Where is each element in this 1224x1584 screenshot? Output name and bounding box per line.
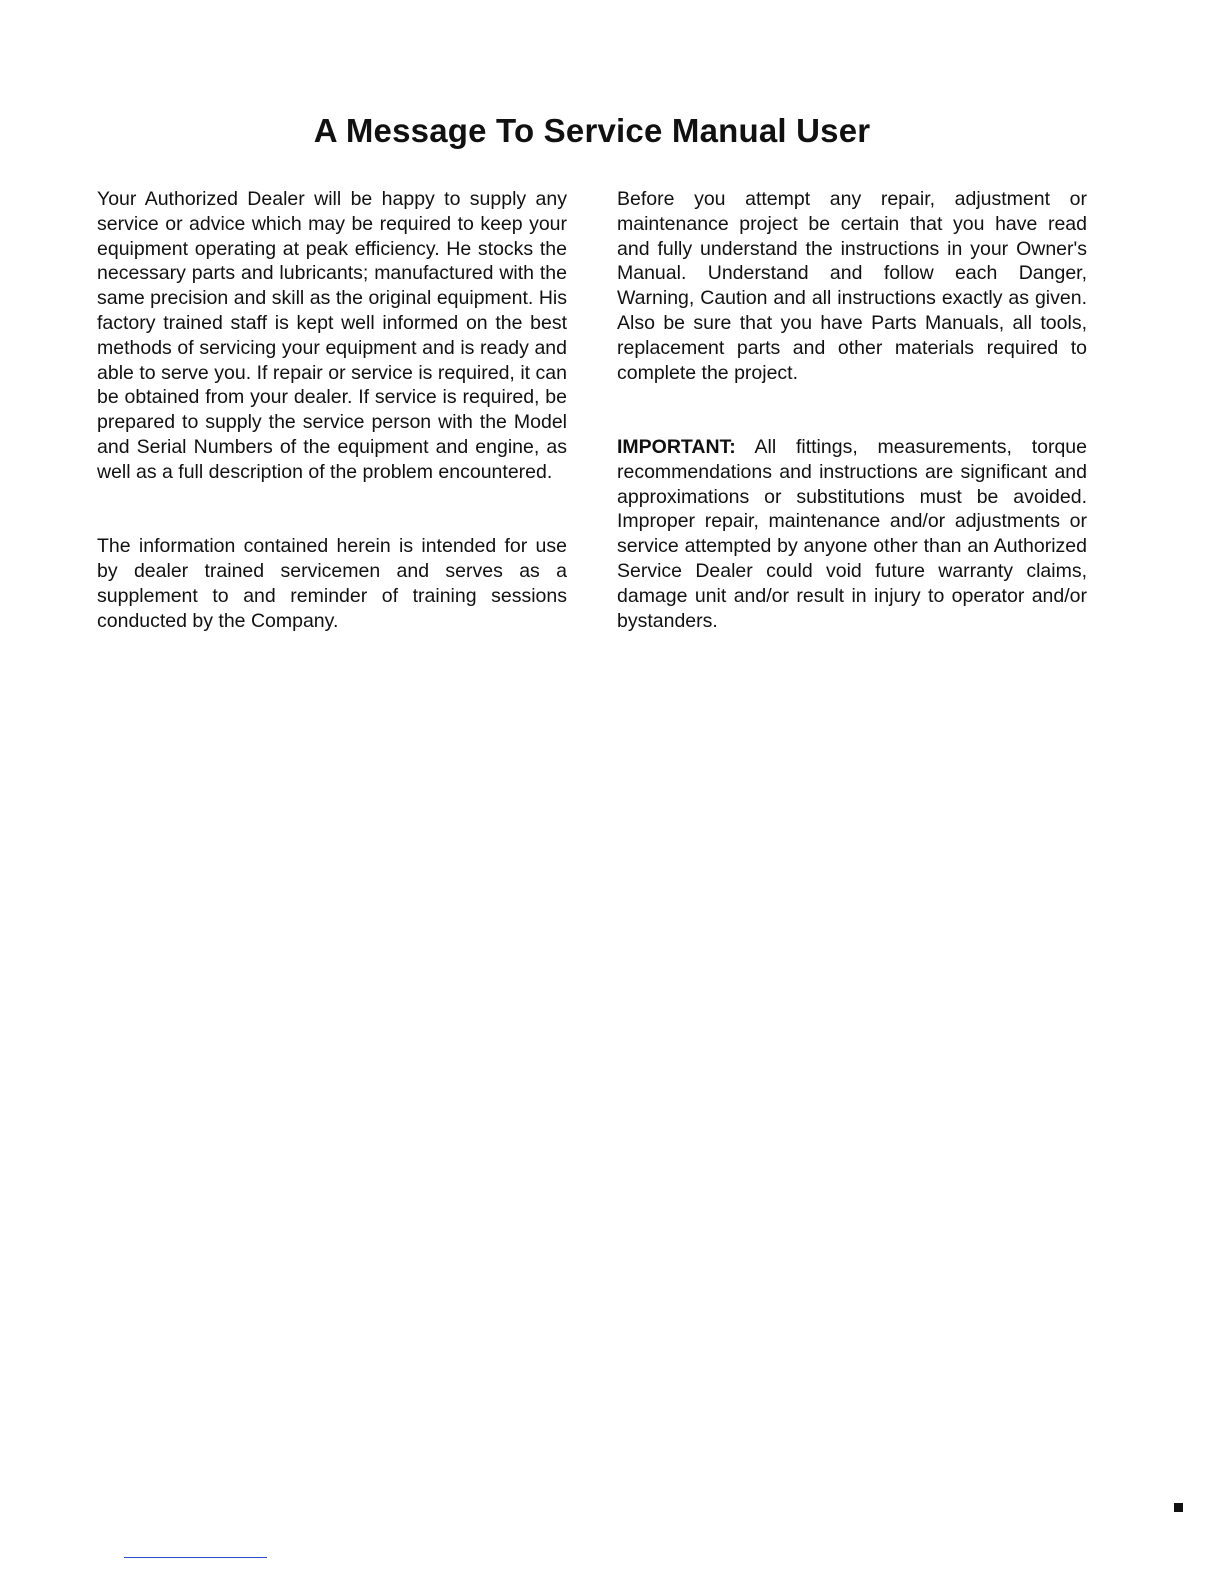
bottom-divider-line — [124, 1557, 267, 1558]
important-text: All fittings, measurements, torque recommendations and instructions are significant and approximations or substitutions must be avoided. Improper repair, maintenance and/or adjustments or service attempted by anyone other than an Authorized Service Dealer could void future warranty claims, damage unit and/or result in injury to operator and/or bystanders. — [617, 435, 1087, 632]
dealer-service-paragraph: Your Authorized Dealer will be happy to supply any service or advice which may be required to keep your equipment operating at peak efficiency. He stocks the necessary parts and lubricants; manufactured with the same precision and skill as the original equipment. His factory trained staff is kept well informed on the best methods of servicing your equipment and is ready and able to serve you. If repair or service is required, it can be obtained from your dealer. If service is required, be prepared to supply the service person with the Model and Serial Numbers of the equipment and engine, as well as a full description of the problem encountered. — [97, 188, 567, 483]
before-repair-paragraph: Before you attempt any repair, adjustment or maintenance project be certain that you have read and fully understand the instructions in your Owner's Manual. Understand and follow each Danger, Warning, Caution and all instructions exactly as given. Also be sure that you have Parts Manuals, all tools, replacement parts and other materials required to complete the project. — [617, 188, 1087, 384]
left-column — [97, 187, 567, 658]
important-label: IMPORTANT: — [617, 435, 736, 458]
right-column — [617, 187, 1087, 658]
important-notice-paragraph — [617, 435, 1087, 633]
corner-square-mark — [1174, 1503, 1183, 1512]
page-title: A Message To Service Manual User — [313, 112, 871, 149]
information-intended-paragraph: The information contained herein is intended for use by dealer trained servicemen and serves as a supplement to and reminder of training sessions conducted by the Company. — [97, 535, 567, 632]
